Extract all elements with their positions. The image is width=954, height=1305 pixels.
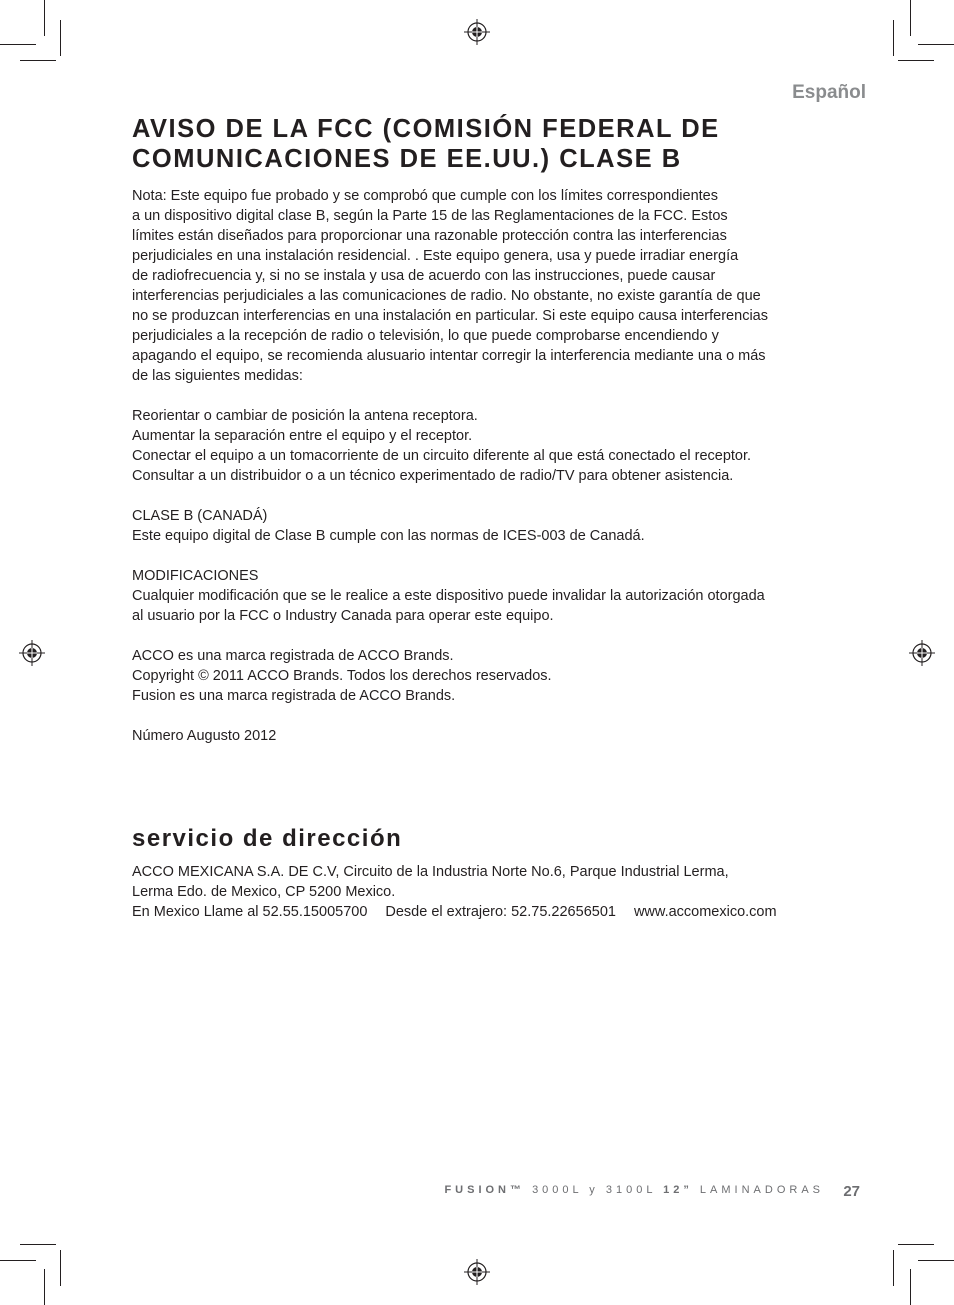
crop-mark: [60, 20, 61, 56]
note-line: apagando el equipo, se recomienda alusuario intentar corregir la interferencia mediante una o más: [132, 348, 766, 364]
footer-product-line: [444, 1184, 824, 1196]
measures-list: [132, 406, 852, 486]
crop-mark: [910, 0, 911, 36]
fcc-title-line: COMUNICACIONES DE EE.UU.) CLASE B: [132, 145, 682, 173]
note-line: perjudiciales a la recepción de radio o televisión, lo que puede comprobarse encendiendo y: [132, 328, 719, 344]
crop-mark: [898, 1244, 934, 1245]
page-number: 27: [843, 1183, 860, 1200]
registration-mark-icon: [464, 19, 490, 45]
crop-mark: [893, 20, 894, 56]
measure-item: Conectar el equipo a un tomacorriente de un circuito diferente al que está conectado el receptor.: [132, 448, 752, 464]
crop-mark: [44, 0, 45, 36]
crop-mark: [0, 1260, 36, 1261]
address-line: Lerma Edo. de Mexico, CP 5200 Mexico.: [132, 884, 396, 900]
crop-mark: [898, 60, 934, 61]
fcc-title-line: AVISO DE LA FCC (COMISIÓN FEDERAL DE: [132, 115, 720, 143]
address-line: ACCO MEXICANA S.A. DE C.V, Circuito de la Industria Norte No.6, Parque Industrial Lerma,: [132, 864, 729, 880]
note-line: no se produzcan interferencias en una instalación en particular. Si este equipo causa interferencias: [132, 308, 768, 324]
canada-section: [132, 506, 852, 546]
modifications-section: [132, 566, 852, 626]
note-line: a un dispositivo digital clase B, según la Parte 15 de las Reglamentaciones de la FCC. Estos: [132, 208, 728, 224]
trademark-line: Fusion es una marca registrada de ACCO Brands.: [132, 688, 456, 704]
canada-text: Este equipo digital de Clase B cumple con las normas de ICES-003 de Canadá.: [132, 528, 645, 544]
modifications-line: al usuario por la FCC o Industry Canada para operar este equipo.: [132, 608, 554, 624]
language-label: Español: [792, 82, 866, 103]
fcc-note-paragraph: [132, 186, 852, 386]
measure-item: Consultar a un distribuidor o a un técnico experimentado de radio/TV para obtener asistencia.: [132, 468, 734, 484]
registration-mark-icon: [464, 1259, 490, 1285]
service-contact: [132, 862, 852, 922]
note-line: de radiofrecuencia y, si no se instala y usa de acuerdo con las instrucciones, puede causar: [132, 268, 716, 284]
footer-brand: FUSION™: [444, 1184, 525, 1196]
crop-mark: [0, 44, 36, 45]
note-line: límites están diseñados para proporcionar una razonable protección contra las interferencias: [132, 228, 727, 244]
modifications-line: Cualquier modificación que se le realice a este dispositivo puede invalidar la autorización otorgada: [132, 588, 765, 604]
issue-date: Número Augusto 2012: [132, 728, 277, 744]
footer-size: 12”: [663, 1184, 693, 1196]
phone-line: [132, 902, 852, 922]
measure-item: Reorientar o cambiar de posición la antena receptora.: [132, 408, 478, 424]
crop-mark: [60, 1250, 61, 1286]
trademark-section: [132, 646, 852, 706]
trademark-line: ACCO es una marca registrada de ACCO Brands.: [132, 648, 454, 664]
note-line: perjudiciales en una instalación residencial. . Este equipo genera, usa y puede irradiar energía: [132, 248, 739, 264]
crop-mark: [893, 1250, 894, 1286]
registration-mark-icon: [19, 640, 45, 666]
footer-product: LAMINADORAS: [699, 1184, 824, 1196]
note-line: Nota: Este equipo fue probado y se comprobó que cumple con los límites correspondientes: [132, 188, 718, 204]
canada-heading: CLASE B (CANADÁ): [132, 508, 268, 524]
phone-abroad: Desde el extrajero: 52.75.22656501: [385, 904, 616, 920]
crop-mark: [918, 44, 954, 45]
crop-mark: [20, 60, 56, 61]
modifications-heading: MODIFICACIONES: [132, 568, 259, 584]
crop-mark: [20, 1244, 56, 1245]
measure-item: Aumentar la separación entre el equipo y el receptor.: [132, 428, 473, 444]
note-line: interferencias perjudiciales a las comunicaciones de radio. No obstante, no existe garantía de que: [132, 288, 761, 304]
fcc-notice-title: [132, 114, 852, 174]
trademark-line: Copyright © 2011 ACCO Brands. Todos los derechos reservados.: [132, 668, 552, 684]
crop-mark: [910, 1269, 911, 1305]
service-title: servicio de dirección: [132, 825, 403, 852]
registration-mark-icon: [909, 640, 935, 666]
page-content: [132, 114, 852, 922]
phone-mexico: En Mexico Llame al 52.55.15005700: [132, 904, 368, 920]
crop-mark: [918, 1260, 954, 1261]
footer-models: 3000L y 3100L: [532, 1184, 657, 1196]
website-link[interactable]: www.accomexico.com: [633, 904, 777, 920]
crop-mark: [44, 1269, 45, 1305]
note-line: de las siguientes medidas:: [132, 368, 303, 384]
